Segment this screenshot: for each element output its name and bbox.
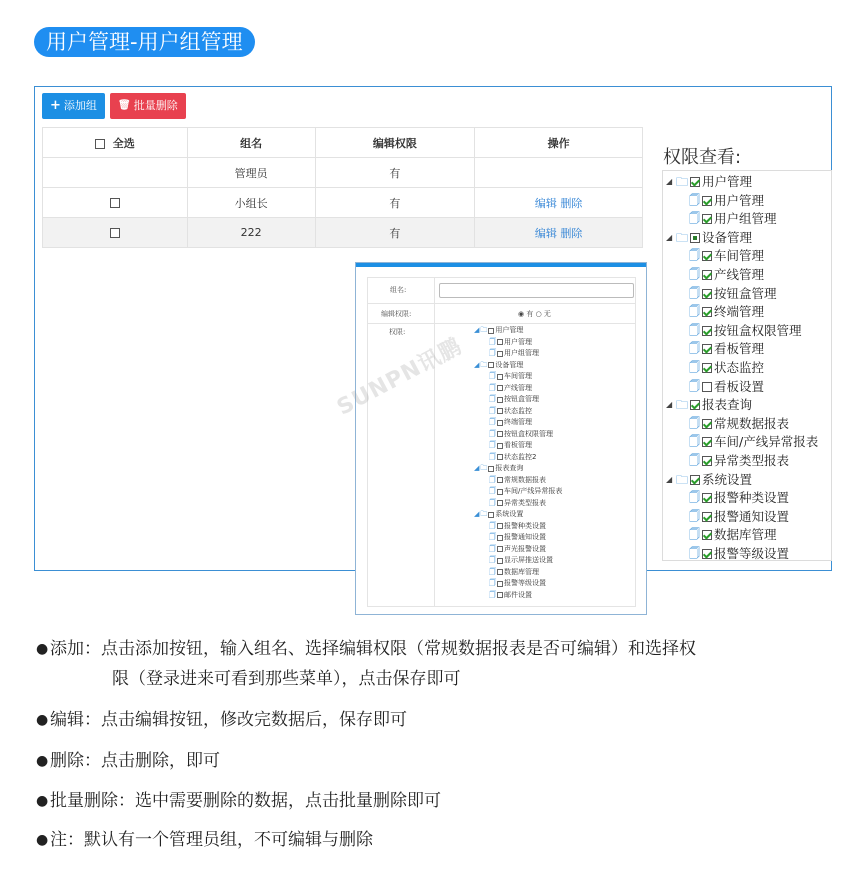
tree-checkbox[interactable] — [702, 251, 712, 261]
permission-label: 权限: — [389, 328, 406, 336]
tree-checkbox[interactable] — [497, 569, 503, 575]
expand-triangle-icon[interactable]: ◢ — [666, 474, 673, 484]
tree-checkbox[interactable] — [497, 443, 503, 449]
tree-node-label: 按钮盒权限管理 — [714, 322, 802, 338]
page-icon: 🗍 — [489, 395, 496, 403]
tree-checkbox[interactable] — [702, 363, 712, 373]
tree-checkbox[interactable] — [702, 382, 712, 392]
tree-node-child[interactable] — [689, 378, 764, 396]
tree-node-child[interactable] — [689, 489, 789, 507]
page-icon: 🗍 — [489, 579, 496, 587]
dialog-tree-node[interactable] — [474, 326, 523, 335]
dialog-tree-node[interactable] — [474, 361, 523, 370]
watermark: SUNPN讯鹏 — [333, 333, 467, 421]
row-checkbox[interactable] — [110, 228, 120, 238]
tree-node-label: 异常类型报表 — [714, 453, 790, 468]
page-icon: 🗍 — [689, 547, 700, 560]
tree-node-label: 用户组管理 — [714, 211, 777, 227]
tree-node-label: 报表查询 — [702, 397, 753, 413]
tree-checkbox[interactable] — [702, 419, 712, 429]
page-icon: 🗍 — [489, 406, 496, 415]
dialog-tree-label: 声光报警设置 — [504, 544, 546, 553]
tree-checkbox[interactable] — [497, 339, 503, 345]
edit-permission-cell: 有 — [315, 218, 475, 248]
tree-node-child[interactable] — [689, 247, 764, 265]
add-group-button[interactable] — [42, 93, 105, 119]
page-icon: 🗍 — [689, 509, 700, 523]
page-icon: 🗍 — [489, 521, 496, 530]
page-icon: 🗍 — [489, 475, 496, 484]
dialog-tree-node[interactable] — [489, 441, 532, 450]
group-name-header: 组名 — [187, 128, 315, 158]
folder-icon: 🗀 — [676, 472, 689, 487]
page-icon: 🗍 — [489, 383, 496, 392]
delete-link[interactable]: 删除 — [560, 196, 583, 210]
page-icon: 🗍 — [689, 454, 700, 467]
tree-checkbox[interactable] — [497, 397, 503, 403]
dialog-tree-label: 设备管理 — [495, 360, 524, 369]
select-all-header[interactable] — [43, 128, 188, 158]
folder-icon: 🗀 — [676, 398, 689, 413]
tree-checkbox[interactable] — [702, 512, 712, 522]
dialog-tree-node[interactable] — [489, 476, 546, 485]
page-icon: 🗍 — [689, 528, 700, 542]
tree-checkbox[interactable] — [497, 385, 503, 391]
page-icon: 🗍 — [689, 323, 700, 337]
page-icon: 🗍 — [689, 342, 700, 356]
dialog-tree-label: 产线管理 — [504, 383, 532, 392]
dialog-tree-node[interactable] — [489, 545, 546, 554]
edit-permission-cell: 有 — [315, 158, 475, 188]
tree-checkbox[interactable] — [497, 351, 503, 357]
tree-node-label: 用户管理 — [714, 192, 765, 208]
tree-checkbox[interactable] — [702, 196, 712, 206]
page-icon: 🗍 — [489, 544, 496, 553]
tree-node-label: 报警种类设置 — [714, 490, 790, 506]
expand-triangle-icon[interactable]: ◢ — [666, 400, 673, 410]
page-icon: 🗍 — [489, 372, 496, 380]
page-icon: 🗍 — [489, 567, 496, 576]
radio-no-icon[interactable]: ○ — [535, 310, 542, 318]
tree-checkbox[interactable] — [497, 489, 503, 495]
dialog-tree-node[interactable] — [489, 453, 536, 462]
dialog-tree-label: 显示屏推送设置 — [504, 556, 553, 564]
tree-node-label: 看板管理 — [714, 341, 765, 357]
tree-checkbox[interactable] — [702, 326, 712, 336]
tree-checkbox[interactable] — [497, 454, 503, 460]
page-icon: 🗍 — [689, 379, 700, 393]
tree-checkbox[interactable] — [488, 362, 494, 368]
tree-checkbox[interactable] — [497, 535, 503, 541]
tree-checkbox[interactable] — [497, 477, 503, 483]
delete-link[interactable]: 删除 — [560, 226, 583, 240]
tree-checkbox[interactable] — [702, 549, 712, 559]
dialog-tree-label: 按钮盒权限管理 — [504, 429, 553, 438]
select-all-label: 全选 — [112, 136, 135, 150]
dialog-tree-node[interactable] — [489, 522, 546, 531]
dialog-tree-node[interactable] — [489, 338, 532, 347]
batch-delete-button[interactable] — [110, 93, 186, 119]
table-row — [43, 188, 643, 218]
tree-checkbox[interactable] — [497, 408, 503, 414]
dialog-topbar — [356, 263, 646, 267]
dialog-tree-node[interactable] — [489, 349, 539, 358]
tree-node-parent[interactable] — [666, 471, 752, 489]
dialog-form — [367, 277, 636, 607]
permission-view-title: 权限查看: — [663, 147, 742, 168]
folder-icon: 🗀 — [676, 230, 689, 245]
tree-checkbox[interactable] — [702, 214, 712, 224]
folder-icon: 🗀 — [480, 360, 488, 369]
dialog-tree-label: 邮件设置 — [504, 590, 532, 599]
page-icon: 🗍 — [489, 441, 496, 449]
page-icon: 🗍 — [489, 452, 496, 461]
add-group-label: 添加组 — [63, 99, 97, 112]
page-icon: 🗍 — [489, 590, 496, 599]
tree-node-label: 报警等级设置 — [714, 546, 790, 561]
tree-node-label: 报警通知设置 — [714, 508, 790, 524]
dialog-tree-node[interactable] — [474, 510, 523, 519]
tree-node-label: 系统设置 — [702, 471, 753, 487]
page-icon: 🗍 — [489, 498, 496, 507]
tree-checkbox[interactable] — [497, 592, 503, 598]
group-name-label: 组名: — [390, 286, 407, 294]
tree-node-label: 设备管理 — [702, 229, 753, 245]
dialog-tree-node[interactable] — [489, 556, 553, 565]
dialog-tree-label: 数据库管理 — [504, 567, 539, 576]
tree-checkbox[interactable] — [488, 466, 494, 472]
expand-triangle-icon[interactable]: ◢ — [474, 326, 480, 334]
dialog-tree-label: 车间管理 — [504, 372, 532, 380]
note-item: ● 删除：点击删除，即可 — [36, 751, 220, 771]
page-icon: 🗍 — [689, 268, 700, 281]
tree-node-label: 车间/产线异常报表 — [714, 434, 819, 450]
tree-checkbox[interactable] — [497, 500, 503, 506]
batch-delete-label: 批量删除 — [133, 99, 178, 112]
tree-node-parent[interactable] — [666, 173, 752, 191]
tree-checkbox[interactable] — [702, 456, 712, 466]
page-icon: 🗍 — [689, 249, 700, 263]
tree-node-child[interactable] — [689, 266, 764, 284]
tree-checkbox[interactable] — [702, 530, 712, 540]
tree-checkbox[interactable] — [702, 344, 712, 354]
dialog-tree-label: 状态监控 — [504, 406, 532, 415]
tree-node-label: 常规数据报表 — [714, 415, 790, 431]
dialog-tree-node[interactable] — [489, 395, 539, 404]
tree-node-child[interactable] — [689, 545, 789, 561]
edit-permission-cell: 有 — [315, 188, 475, 218]
table-header-row — [43, 128, 643, 158]
tree-node-label: 按钮盒管理 — [714, 285, 777, 301]
tree-node-child[interactable] — [689, 192, 764, 210]
tree-node-child[interactable] — [689, 452, 789, 470]
permission-tree — [662, 170, 832, 561]
dialog-tree-label: 看板管理 — [504, 441, 532, 449]
dialog-tree-node[interactable] — [489, 499, 546, 508]
note-item-continued: 限（登录进来可看到那些菜单），点击保存即可 — [112, 669, 461, 689]
dialog-tree-label: 用户组管理 — [504, 349, 539, 357]
radio-yes-icon[interactable]: ◉ — [518, 310, 525, 318]
tree-checkbox[interactable] — [702, 307, 712, 317]
tree-checkbox[interactable] — [702, 437, 712, 447]
tree-node-child[interactable] — [689, 415, 789, 433]
page-icon: 🗍 — [489, 349, 496, 357]
page-icon: 🗍 — [689, 361, 700, 374]
dialog-tree-node[interactable] — [474, 464, 523, 473]
dialog-tree-node[interactable] — [489, 372, 532, 381]
page-icon: 🗍 — [489, 418, 496, 426]
dialog-tree-node[interactable] — [489, 430, 553, 439]
tree-node-child[interactable] — [689, 433, 818, 451]
page-icon: 🗍 — [689, 435, 700, 449]
folder-icon: 🗀 — [480, 326, 488, 334]
edit-link[interactable]: 编辑 — [534, 196, 557, 210]
page-icon: 🗍 — [689, 416, 700, 430]
tree-checkbox[interactable] — [497, 523, 503, 529]
dialog-tree-node[interactable] — [489, 407, 532, 416]
tree-checkbox[interactable] — [497, 581, 503, 587]
group-name-cell: 管理员 — [187, 158, 315, 188]
dialog-tree-label: 系统设置 — [495, 510, 524, 518]
tree-node-label: 看板设置 — [714, 378, 765, 394]
page-icon: 🗍 — [689, 491, 700, 505]
dialog-tree-label: 报表查询 — [495, 464, 524, 472]
note-item: ● 编辑：点击编辑按钮，修改完数据后，保存即可 — [36, 710, 407, 730]
page-title: 用户管理-用户组管理 — [34, 27, 255, 57]
page-icon: 🗍 — [489, 487, 496, 495]
dialog-tree-label: 终端管理 — [504, 418, 532, 426]
tree-node-child[interactable] — [689, 303, 764, 321]
dialog-tree-label: 用户管理 — [495, 326, 524, 334]
dialog-tree-label: 异常类型报表 — [504, 498, 546, 507]
tree-node-parent[interactable] — [666, 229, 752, 247]
tree-node-label: 车间管理 — [714, 248, 765, 264]
tree-node-parent[interactable] — [666, 396, 752, 414]
add-group-dialog — [355, 262, 647, 615]
expand-triangle-icon[interactable]: ◢ — [474, 510, 480, 518]
table-row — [43, 218, 643, 248]
tree-checkbox[interactable] — [690, 475, 700, 485]
expand-triangle-icon[interactable]: ◢ — [474, 464, 480, 472]
dialog-tree-node[interactable] — [489, 487, 562, 496]
tree-node-label: 用户管理 — [702, 174, 753, 189]
dialog-tree-node[interactable] — [489, 579, 546, 588]
dialog-tree-node[interactable] — [489, 591, 532, 600]
tree-checkbox[interactable] — [702, 493, 712, 503]
edit-permission-radio[interactable] — [518, 309, 551, 319]
dialog-tree-label: 按钮盒管理 — [504, 395, 539, 403]
plus-icon: + — [50, 98, 61, 113]
tree-node-label: 状态监控 — [714, 360, 765, 375]
dialog-tree-label: 状态监控2 — [504, 452, 537, 461]
radio-no-label: 无 — [543, 310, 551, 318]
tree-checkbox[interactable] — [690, 177, 700, 187]
group-name-input[interactable] — [439, 283, 634, 298]
note-item: ● 添加：点击添加按钮，输入组名、选择编辑权限（常规数据报表是否可编辑）和选择权 — [36, 639, 696, 659]
edit-permission-header: 编辑权限 — [315, 128, 475, 158]
trash-icon: 🗑 — [118, 100, 131, 111]
edit-permission-label: 编辑权限: — [381, 310, 412, 318]
table-row — [43, 158, 643, 188]
tree-checkbox[interactable] — [702, 270, 712, 280]
folder-icon: 🗀 — [480, 510, 488, 518]
dialog-tree-label: 报警种类设置 — [504, 521, 546, 530]
tree-node-child[interactable] — [689, 359, 764, 377]
group-name-cell: 小组长 — [187, 188, 315, 218]
dialog-tree-label: 车间/产线异常报表 — [504, 487, 563, 495]
tree-checkbox[interactable] — [497, 558, 503, 564]
note-item: ● 注：默认有一个管理员组，不可编辑与删除 — [36, 830, 373, 850]
tree-node-child[interactable] — [689, 322, 802, 340]
edit-link[interactable]: 编辑 — [534, 226, 557, 240]
tree-node-label: 数据库管理 — [714, 527, 777, 543]
tree-checkbox[interactable] — [497, 431, 503, 437]
expand-triangle-icon[interactable]: ◢ — [474, 360, 480, 369]
tree-checkbox[interactable] — [497, 420, 503, 426]
dialog-tree-label: 用户管理 — [504, 337, 532, 346]
tree-checkbox[interactable] — [497, 374, 503, 380]
tree-node-child[interactable] — [689, 508, 789, 526]
group-name-cell: 222 — [187, 218, 315, 248]
page-icon: 🗍 — [689, 305, 700, 319]
tree-checkbox[interactable] — [690, 400, 700, 410]
page-icon: 🗍 — [489, 337, 496, 346]
tree-node-child[interactable] — [689, 526, 777, 544]
dialog-tree-node[interactable] — [489, 418, 532, 427]
page-icon: 🗍 — [689, 286, 700, 300]
dialog-tree-node[interactable] — [489, 568, 539, 577]
expand-triangle-icon[interactable]: ◢ — [666, 177, 673, 186]
tree-checkbox[interactable] — [497, 546, 503, 552]
page-icon: 🗍 — [689, 193, 700, 207]
tree-node-child[interactable] — [689, 340, 764, 358]
operation-header: 操作 — [475, 128, 643, 158]
tree-checkbox[interactable] — [690, 233, 700, 243]
dialog-tree-label: 报警等级设置 — [504, 579, 546, 587]
folder-icon: 🗀 — [480, 464, 488, 472]
tree-node-label: 终端管理 — [714, 304, 765, 320]
tree-checkbox[interactable] — [488, 512, 494, 518]
radio-yes-label: 有 — [526, 310, 534, 318]
expand-triangle-icon[interactable]: ◢ — [666, 232, 673, 242]
dialog-tree-node[interactable] — [489, 533, 546, 542]
page-icon: 🗍 — [489, 556, 496, 564]
dialog-tree-node[interactable] — [489, 384, 532, 393]
tree-checkbox[interactable] — [488, 328, 494, 334]
tree-node-label: 产线管理 — [714, 267, 765, 282]
tree-checkbox[interactable] — [702, 289, 712, 299]
group-table — [42, 127, 643, 248]
page-icon: 🗍 — [489, 429, 496, 438]
note-item: ● 批量删除：选中需要删除的数据，点击批量删除即可 — [36, 791, 441, 811]
folder-icon: 🗀 — [676, 175, 689, 189]
page-icon: 🗍 — [489, 533, 496, 541]
page-icon: 🗍 — [689, 212, 700, 226]
tree-node-child[interactable] — [689, 285, 777, 303]
tree-node-child[interactable] — [689, 210, 777, 228]
row-checkbox[interactable] — [110, 198, 120, 208]
select-all-checkbox[interactable] — [95, 139, 105, 149]
dialog-tree-label: 报警通知设置 — [504, 533, 546, 541]
dialog-tree-label: 常规数据报表 — [504, 475, 546, 484]
